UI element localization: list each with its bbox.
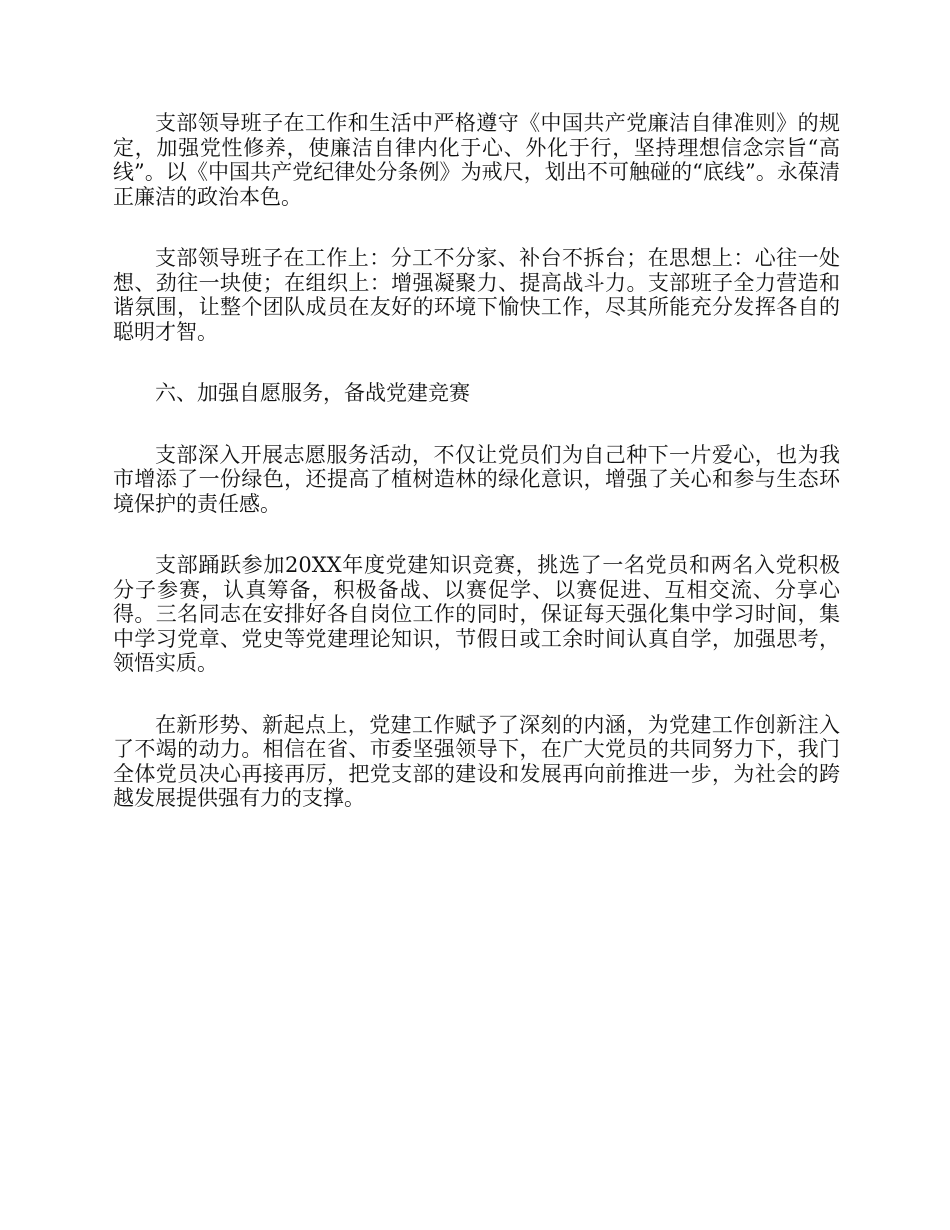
paragraph-integrity-discipline: 支部领导班子在工作和生活中严格遵守《中国共产党廉洁自律准则》的规定，加强党性修养，使廉洁自律内化于心、外化于行，坚持理想信念宗旨“高线”。以《中国共产党纪律处分条例》为戒尺，划出不可触碰的“底线”。永葆清正廉洁的政治本色。 xyxy=(113,111,840,209)
document-body xyxy=(113,111,840,848)
paragraph-knowledge-contest: 支部踊跃参加20XX年度党建知识竞赛，挑选了一名党员和两名入党积极分子参赛，认真筹备，积极备战、以赛促学、以赛促进、互相交流、分享心得。三名同志在安排好各自岗位工作的同时，保证每天强化集中学习时间，集中学习党章、党史等党建理论知识，节假日或工余时间认真自学，加强思考，领悟实质。 xyxy=(113,553,840,675)
paragraph-volunteer-activities: 支部深入开展志愿服务活动，不仅让党员们为自己种下一片爱心，也为我市增添了一份绿色，还提高了植树造林的绿化意识，增强了关心和参与生态环境保护的责任感。 xyxy=(113,442,840,516)
paragraph-conclusion: 在新形势、新起点上，党建工作赋予了深刻的内涵，为党建工作创新注入了不竭的动力。相信在省、市委坚强领导下，在广大党员的共同努力下，我门全体党员决心再接再厉，把党支部的建设和发展再向前推进一步，为社会的跨越发展提供强有力的支撑。 xyxy=(113,712,840,810)
paragraph-team-unity: 支部领导班子在工作上：分工不分家、补台不拆台；在思想上：心往一处想、劲往一块使；在组织上：增强凝聚力、提高战斗力。支部班子全力营造和谐氛围，让整个团队成员在友好的环境下愉快工作，尽其所能充分发挥各自的聪明才智。 xyxy=(113,246,840,344)
section-heading-volunteer-service: 六、加强自愿服务，备战党建竞赛 xyxy=(155,381,470,405)
